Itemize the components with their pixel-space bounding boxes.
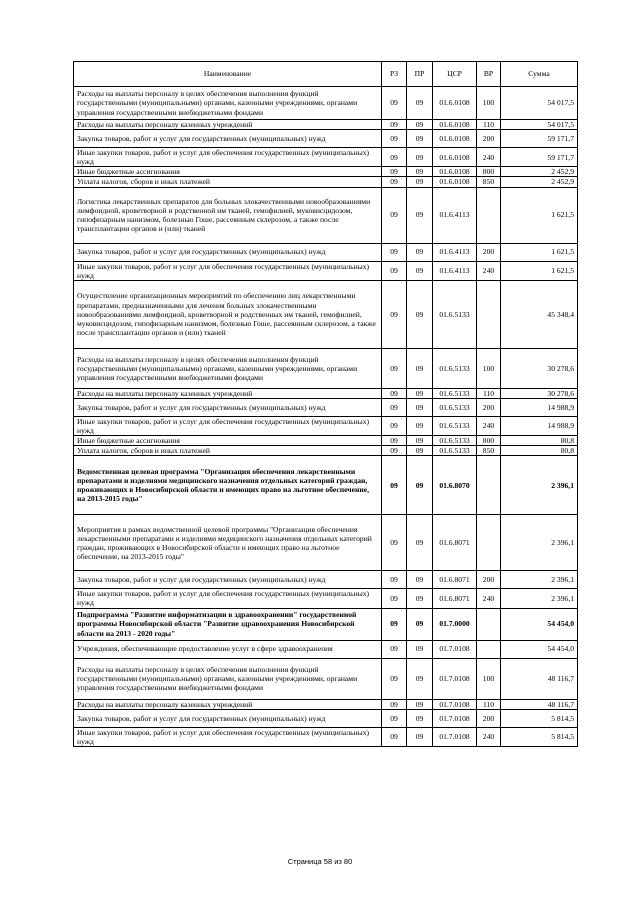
cell-sum: 30 278,6	[501, 348, 578, 388]
cell-rz: 09	[382, 167, 407, 177]
cell-sum: 2 396,1	[501, 515, 578, 571]
table-row	[74, 589, 578, 608]
cell-name: Иные закупки товаров, работ и услуг для обеспечения государственных (муниципальных) нужд	[74, 148, 382, 167]
cell-pr: 09	[407, 398, 433, 416]
cell-vr	[477, 456, 501, 515]
cell-name: Расходы на выплаты персоналу казенных учреждений	[74, 120, 382, 130]
cell-sum: 59 171,7	[501, 130, 578, 148]
cell-rz: 09	[382, 177, 407, 187]
table-row	[74, 348, 578, 388]
cell-rz: 09	[382, 515, 407, 571]
cell-pr: 09	[407, 571, 433, 589]
cell-name: Расходы на выплаты персоналу казенных учреждений	[74, 388, 382, 398]
cell-rz: 09	[382, 187, 407, 243]
cell-name: Закупка товаров, работ и услуг для государственных (муниципальных) нужд	[74, 243, 382, 261]
cell-csr: 01.7.0108	[433, 658, 477, 699]
cell-pr: 09	[407, 261, 433, 280]
cell-vr: 110	[477, 699, 501, 709]
table-row	[74, 261, 578, 280]
cell-vr: 110	[477, 120, 501, 130]
cell-csr: 01.6.5133	[433, 348, 477, 388]
cell-rz: 09	[382, 658, 407, 699]
cell-csr: 01.6.5133	[433, 280, 477, 348]
cell-pr: 09	[407, 699, 433, 709]
table-row	[74, 727, 578, 746]
cell-csr: 01.6.0108	[433, 130, 477, 148]
cell-rz: 09	[382, 87, 407, 120]
cell-vr	[477, 515, 501, 571]
cell-vr: 100	[477, 87, 501, 120]
cell-name: Расходы на выплаты персоналу в целях обеспечения выполнения функций государственными (муниципальными) органами, казенными учреждениями, органами управления государственными внебюджетными фондами	[74, 658, 382, 699]
cell-csr: 01.6.8070	[433, 456, 477, 515]
cell-name: Иные закупки товаров, работ и услуг для обеспечения государственных (муниципальных) нужд	[74, 727, 382, 746]
cell-csr: 01.6.0108	[433, 148, 477, 167]
cell-vr: 110	[477, 388, 501, 398]
cell-rz: 09	[382, 709, 407, 727]
cell-sum: 45 348,4	[501, 280, 578, 348]
cell-vr	[477, 187, 501, 243]
cell-csr: 01.6.4113	[433, 187, 477, 243]
cell-csr: 01.6.0108	[433, 87, 477, 120]
cell-pr: 09	[407, 515, 433, 571]
cell-vr: 240	[477, 589, 501, 608]
cell-vr: 200	[477, 709, 501, 727]
cell-name: Иные бюджетные ассигнования	[74, 436, 382, 446]
cell-vr: 100	[477, 348, 501, 388]
cell-sum: 54 017,5	[501, 120, 578, 130]
header-name: Наименование	[74, 62, 382, 87]
cell-rz: 09	[382, 640, 407, 658]
table-row	[74, 243, 578, 261]
cell-rz: 09	[382, 348, 407, 388]
page-number: Страница 58 из 80	[287, 857, 353, 866]
cell-pr: 09	[407, 608, 433, 640]
cell-csr: 01.7.0000	[433, 608, 477, 640]
cell-vr: 240	[477, 416, 501, 435]
cell-sum: 48 116,7	[501, 658, 578, 699]
table-row	[74, 148, 578, 167]
cell-name: Мероприятия в рамках ведомственной целевой программы "Организация обеспечения лекарственными препаратами и изделиями медицинского назначения отдельных категорий граждан, проживающих в Новосибирской области и имеющих право на льготное обеспечение, на 2013-2015 годы"	[74, 515, 382, 571]
cell-pr: 09	[407, 243, 433, 261]
cell-name: Иные закупки товаров, работ и услуг для обеспечения государственных (муниципальных) нужд	[74, 589, 382, 608]
table-row	[74, 446, 578, 456]
cell-name: Подпрограмма "Развитие информатизации в здравоохранении" государственной программы Новосибирской области "Развитие здравоохранения Новосибирской области на 2013 - 2020 годы"	[74, 608, 382, 640]
cell-name: Иные закупки товаров, работ и услуг для обеспечения государственных (муниципальных) нужд	[74, 416, 382, 435]
cell-rz: 09	[382, 130, 407, 148]
table-row	[74, 167, 578, 177]
cell-vr	[477, 608, 501, 640]
header-csr: ЦСР	[433, 62, 477, 87]
cell-pr: 09	[407, 148, 433, 167]
cell-rz: 09	[382, 456, 407, 515]
cell-vr: 240	[477, 727, 501, 746]
cell-sum: 5 814,5	[501, 727, 578, 746]
table-row	[74, 515, 578, 571]
cell-vr	[477, 640, 501, 658]
table-row	[74, 640, 578, 658]
cell-csr: 01.6.0108	[433, 167, 477, 177]
cell-csr: 01.6.8071	[433, 515, 477, 571]
cell-csr: 01.6.5133	[433, 436, 477, 446]
table-row	[74, 388, 578, 398]
table-row	[74, 398, 578, 416]
cell-name: Уплата налогов, сборов и иных платежей	[74, 177, 382, 187]
cell-vr	[477, 280, 501, 348]
cell-vr: 200	[477, 398, 501, 416]
cell-sum: 14 988,9	[501, 416, 578, 435]
cell-rz: 09	[382, 416, 407, 435]
table-row	[74, 699, 578, 709]
cell-sum: 30 278,6	[501, 388, 578, 398]
cell-csr: 01.6.5133	[433, 388, 477, 398]
cell-vr: 850	[477, 177, 501, 187]
cell-sum: 2 396,1	[501, 589, 578, 608]
cell-name: Иные бюджетные ассигнования	[74, 167, 382, 177]
cell-pr: 09	[407, 388, 433, 398]
cell-sum: 2 396,1	[501, 571, 578, 589]
cell-csr: 01.6.0108	[433, 120, 477, 130]
cell-vr: 240	[477, 148, 501, 167]
cell-name: Закупка товаров, работ и услуг для государственных (муниципальных) нужд	[74, 571, 382, 589]
cell-pr: 09	[407, 446, 433, 456]
cell-name: Закупка товаров, работ и услуг для государственных (муниципальных) нужд	[74, 709, 382, 727]
cell-name: Расходы на выплаты персоналу казенных учреждений	[74, 699, 382, 709]
cell-csr: 01.7.0108	[433, 727, 477, 746]
cell-csr: 01.6.5133	[433, 416, 477, 435]
cell-rz: 09	[382, 699, 407, 709]
table-row	[74, 709, 578, 727]
cell-sum: 54 454,0	[501, 608, 578, 640]
cell-sum: 1 621,5	[501, 187, 578, 243]
cell-pr: 09	[407, 280, 433, 348]
cell-pr: 09	[407, 87, 433, 120]
cell-name: Иные закупки товаров, работ и услуг для обеспечения государственных (муниципальных) нужд	[74, 261, 382, 280]
cell-rz: 09	[382, 608, 407, 640]
cell-pr: 09	[407, 348, 433, 388]
cell-sum: 2 396,1	[501, 456, 578, 515]
table-row	[74, 571, 578, 589]
cell-pr: 09	[407, 640, 433, 658]
cell-sum: 54 454,0	[501, 640, 578, 658]
header-sum: Сумма	[501, 62, 578, 87]
cell-csr: 01.6.4113	[433, 261, 477, 280]
cell-pr: 09	[407, 709, 433, 727]
table-row	[74, 87, 578, 120]
cell-rz: 09	[382, 261, 407, 280]
cell-name: Ведомственная целевая программа "Организация обеспечения лекарственными препаратами и изделиями медицинского назначения отдельных категорий граждан, проживающих в Новосибирской области и имеющих право на льготное обеспечение, на 2013-2015 годы"	[74, 456, 382, 515]
cell-name: Закупка товаров, работ и услуг для государственных (муниципальных) нужд	[74, 398, 382, 416]
cell-pr: 09	[407, 177, 433, 187]
cell-pr: 09	[407, 589, 433, 608]
cell-rz: 09	[382, 571, 407, 589]
cell-sum: 5 814,5	[501, 709, 578, 727]
cell-csr: 01.7.0108	[433, 640, 477, 658]
cell-csr: 01.6.4113	[433, 243, 477, 261]
cell-sum: 1 621,5	[501, 261, 578, 280]
table-row	[74, 456, 578, 515]
cell-sum: 48 116,7	[501, 699, 578, 709]
cell-csr: 01.6.8071	[433, 589, 477, 608]
cell-csr: 01.6.5133	[433, 446, 477, 456]
cell-rz: 09	[382, 727, 407, 746]
cell-sum: 2 452,9	[501, 177, 578, 187]
cell-rz: 09	[382, 280, 407, 348]
cell-pr: 09	[407, 187, 433, 243]
cell-csr: 01.6.5133	[433, 398, 477, 416]
cell-sum: 59 171,7	[501, 148, 578, 167]
cell-pr: 09	[407, 727, 433, 746]
table-row	[74, 436, 578, 446]
cell-rz: 09	[382, 446, 407, 456]
header-vr: ВР	[477, 62, 501, 87]
header-row	[74, 62, 578, 87]
cell-sum: 1 621,5	[501, 243, 578, 261]
cell-vr: 800	[477, 436, 501, 446]
budget-table	[73, 61, 578, 747]
cell-csr: 01.6.8071	[433, 571, 477, 589]
cell-sum: 80,8	[501, 436, 578, 446]
cell-name: Закупка товаров, работ и услуг для государственных (муниципальных) нужд	[74, 130, 382, 148]
cell-rz: 09	[382, 148, 407, 167]
cell-rz: 09	[382, 436, 407, 446]
cell-name: Расходы на выплаты персоналу в целях обеспечения выполнения функций государственными (муниципальными) органами, казенными учреждениями, органами управления государственными внебюджетными фондами	[74, 87, 382, 120]
table-header	[74, 62, 578, 87]
cell-pr: 09	[407, 436, 433, 446]
cell-sum: 14 988,9	[501, 398, 578, 416]
table-row	[74, 416, 578, 435]
table-row	[74, 120, 578, 130]
cell-vr: 850	[477, 446, 501, 456]
cell-csr: 01.6.0108	[433, 177, 477, 187]
table-row	[74, 658, 578, 699]
cell-rz: 09	[382, 388, 407, 398]
table-row	[74, 130, 578, 148]
cell-rz: 09	[382, 398, 407, 416]
cell-vr: 240	[477, 261, 501, 280]
cell-vr: 200	[477, 571, 501, 589]
cell-name: Расходы на выплаты персоналу в целях обеспечения выполнения функций государственными (муниципальными) органами, казенными учреждениями, органами управления государственными внебюджетными фондами	[74, 348, 382, 388]
cell-csr: 01.7.0108	[433, 709, 477, 727]
cell-sum: 80,8	[501, 446, 578, 456]
cell-pr: 09	[407, 456, 433, 515]
cell-pr: 09	[407, 167, 433, 177]
cell-pr: 09	[407, 120, 433, 130]
cell-vr: 800	[477, 167, 501, 177]
cell-name: Уплата налогов, сборов и иных платежей	[74, 446, 382, 456]
header-rz: РЗ	[382, 62, 407, 87]
cell-name: Учреждения, обеспечивающие предоставление услуг в сфере здравоохранения	[74, 640, 382, 658]
cell-sum: 54 017,5	[501, 87, 578, 120]
table-row	[74, 280, 578, 348]
cell-vr: 200	[477, 130, 501, 148]
cell-pr: 09	[407, 416, 433, 435]
table-body	[74, 87, 578, 747]
table-row	[74, 187, 578, 243]
cell-rz: 09	[382, 589, 407, 608]
cell-name: Осуществление организационных мероприятий по обеспечению лиц лекарственными препаратами, предназначенными для лечения больных злокачественными новообразованиями лимфоидной, кроветворной и родственных им тканей, гемофилией, муковисцидозом, гипофизарным нанизмом, болезнью Гоше, рассеянным склерозом, а также после трансплантации органов и (или) тканей	[74, 280, 382, 348]
cell-name: Логистика лекарственных препаратов для больных злокачественными новообразованиями лимфоидной, кроветворной и родственной им тканей, гемофилией, муковисцидозом, гипофизарным нанизмом, болезнью Гоше, рассеянным склерозом, а также после трансплантации органов и (или) тканей	[74, 187, 382, 243]
cell-vr: 200	[477, 243, 501, 261]
cell-sum: 2 452,9	[501, 167, 578, 177]
cell-rz: 09	[382, 120, 407, 130]
table-row	[74, 177, 578, 187]
header-pr: ПР	[407, 62, 433, 87]
cell-vr: 100	[477, 658, 501, 699]
cell-pr: 09	[407, 130, 433, 148]
table-row	[74, 608, 578, 640]
cell-pr: 09	[407, 658, 433, 699]
cell-rz: 09	[382, 243, 407, 261]
cell-csr: 01.7.0108	[433, 699, 477, 709]
